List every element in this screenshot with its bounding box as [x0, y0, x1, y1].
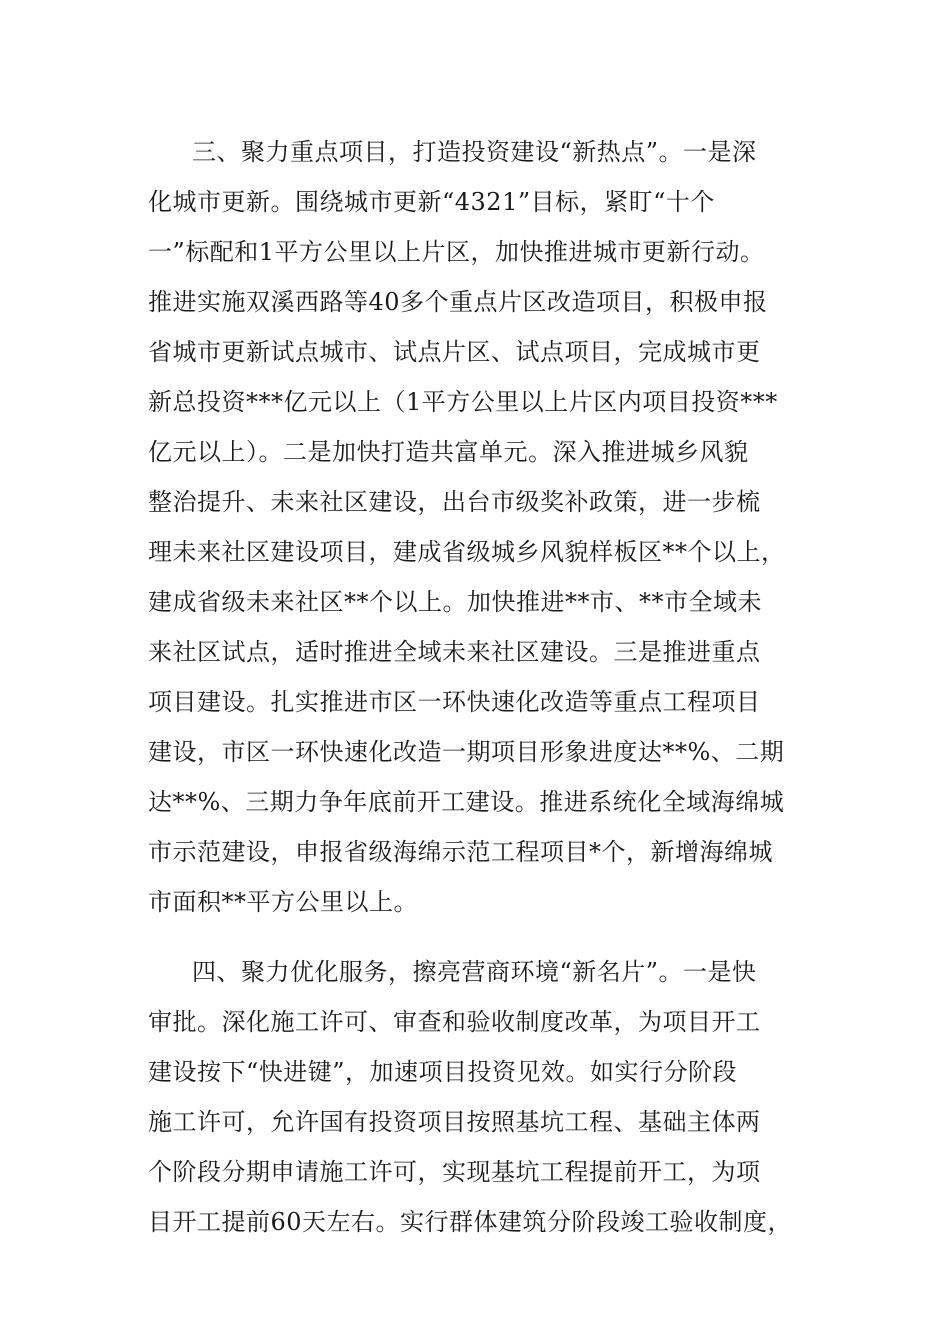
text-line: 市示范建设，申报省级海绵示范工程项目*个，新增海绵城: [148, 838, 773, 866]
text-line: 建设按下“快进键”，加速项目投资见效。如实行分阶段: [148, 1058, 738, 1086]
text-line: 建成省级未来社区**个以上。加快推进**市、**市全域未: [148, 588, 762, 616]
text-line: 项目建设。扎实推进市区一环快速化改造等重点工程项目: [148, 688, 761, 716]
text-line: 来社区试点，适时推进全域未来社区建设。三是推进重点: [148, 638, 761, 666]
text-line: 三、聚力重点项目，打造投资建设“新热点”。一是深: [192, 138, 757, 166]
text-line: 个阶段分期申请施工许可，实现基坑工程提前开工，为项: [148, 1158, 761, 1186]
paragraph-gap: [148, 927, 820, 947]
text-line: 目开工提前60天左右。实行群体建筑分阶段竣工验收制度，: [148, 1208, 793, 1236]
text-line: 理未来社区建设项目，建成省级城乡风貌样板区**个以上，: [148, 538, 786, 566]
text-line: 化城市更新。围绕城市更新“4321”目标，紧盯“十个: [148, 188, 715, 216]
text-line: 亿元以上）。二是加快打造共富单元。深入推进城乡风貌: [148, 438, 749, 466]
paragraph-three: [148, 127, 820, 927]
text-line: 整治提升、未来社区建设，出台市级奖补政策，进一步梳: [148, 488, 761, 516]
text-line: 审批。深化施工许可、审查和验收制度改革，为项目开工: [148, 1008, 761, 1036]
text-line: 新总投资***亿元以上（1平方公里以上片区内项目投资***: [148, 388, 778, 416]
text-line: 达**%、三期力争年底前开工建设。推进系统化全域海绵城: [148, 788, 785, 816]
text-line: 一”标配和1平方公里以上片区，加快推进城市更新行动。: [148, 238, 765, 266]
text-line: 市面积**平方公里以上。: [148, 888, 418, 916]
text-line: 施工许可，允许国有投资项目按照基坑工程、基础主体两: [148, 1108, 761, 1136]
paragraph-four: [148, 947, 820, 1247]
document-body: [148, 127, 820, 1247]
text-line: 推进实施双溪西路等40多个重点片区改造项目，积极申报: [148, 288, 768, 316]
text-line: 四、聚力优化服务，擦亮营商环境“新名片”。一是快: [192, 958, 757, 986]
text-line: 省城市更新试点城市、试点片区、试点项目，完成城市更: [148, 338, 761, 366]
text-line: 建设，市区一环快速化改造一期项目形象进度达**%、二期: [148, 738, 785, 766]
